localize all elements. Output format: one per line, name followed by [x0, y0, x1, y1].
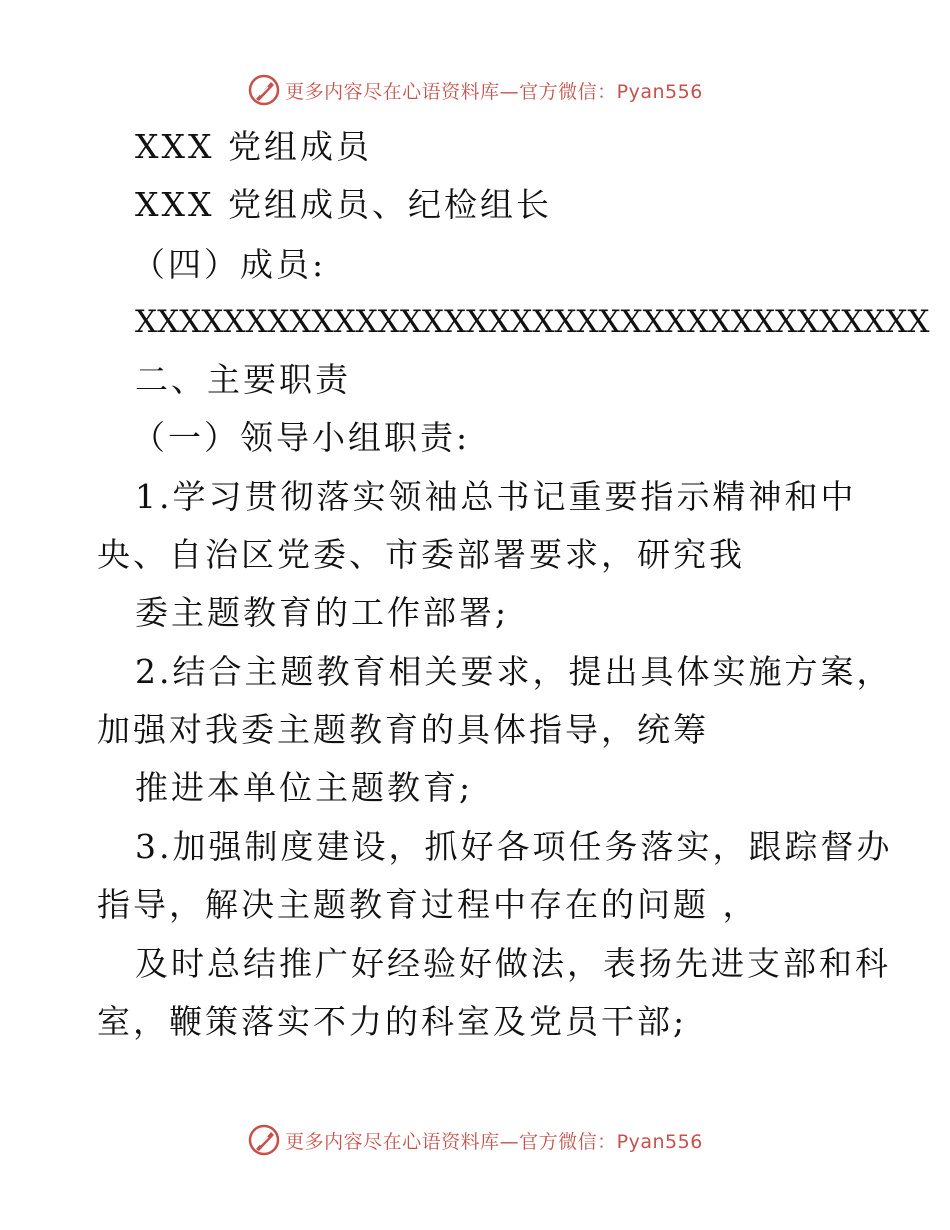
text-line: （四）成员:	[132, 245, 327, 284]
text-line: 及时总结推广好经验好做法，表扬先进支部和科	[135, 944, 891, 983]
text-line: 室，鞭策落实不力的科室及党员干部;	[97, 1002, 688, 1041]
watermark-text: 更多内容尽在心语资料库—官方微信：Pyan556	[285, 1130, 703, 1153]
text-line: 委主题教育的工作部署;	[135, 593, 510, 632]
text-line: 1.学习贯彻落实领袖总书记重要指示精神和中	[135, 477, 857, 516]
watermark-banner-bottom	[0, 1120, 950, 1160]
watermark-text: 更多内容尽在心语资料库—官方微信：Pyan556	[285, 80, 703, 103]
section-heading: 二、主要职责	[135, 360, 351, 399]
text-line: XXXXXXXXXXXXXXXXXXXXXXXXXXXXXXXXXXXX	[135, 304, 930, 340]
subsection-heading: （一）领导小组职责:	[132, 418, 471, 457]
text-line: 指导，解决主题教育过程中存在的问题 ，	[97, 885, 759, 924]
feather-pen-logo-icon	[247, 1123, 281, 1157]
text-line: 加强对我委主题教育的具体指导，统筹	[97, 710, 709, 749]
text-line: XXX 党组成员	[135, 127, 372, 166]
text-line: 2.结合主题教育相关要求，提出具体实施方案，	[135, 652, 893, 691]
text-line: 央、自治区党委、市委部署要求，研究我	[97, 535, 745, 574]
text-line: XXX 党组成员、纪检组长	[135, 185, 552, 224]
text-line: 推进本单位主题教育;	[135, 768, 474, 807]
text-line: 3.加强制度建设，抓好各项任务落实，跟踪督办	[135, 827, 893, 866]
